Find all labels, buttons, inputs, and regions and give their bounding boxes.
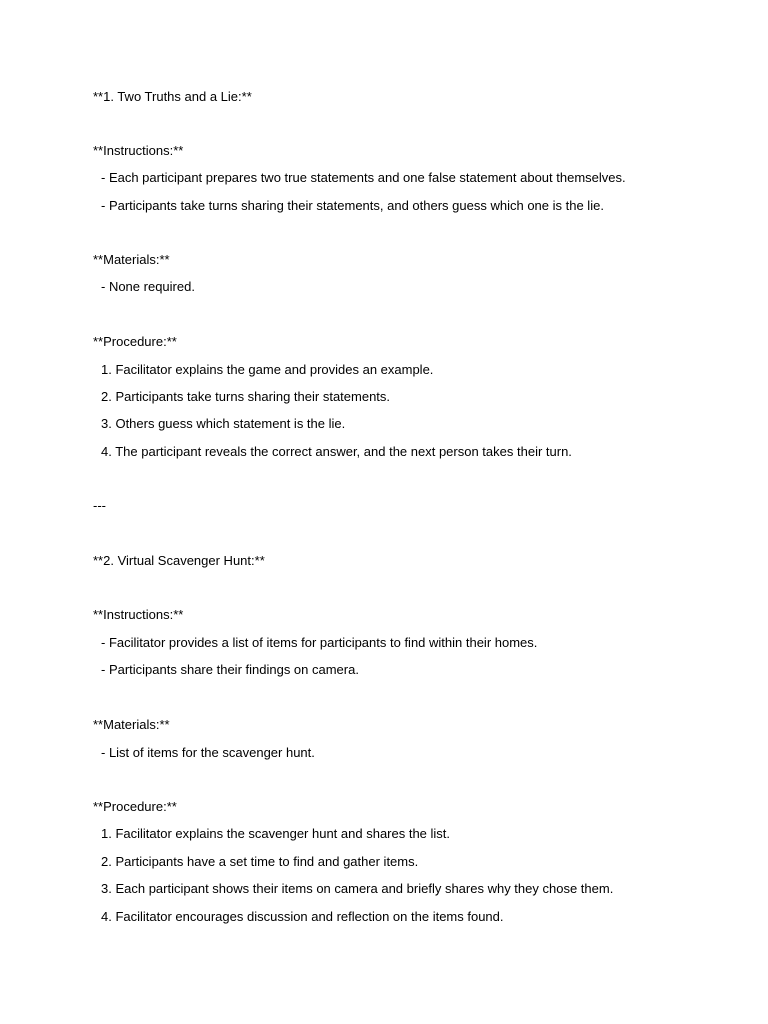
section1-procedure-step: 4. The participant reveals the correct answer, and the next person takes their turn. — [101, 444, 572, 459]
section1-instructions-heading: **Instructions:** — [93, 143, 184, 158]
section1-procedure-step: 3. Others guess which statement is the lie. — [101, 416, 346, 431]
section2-procedure-step: 4. Facilitator encourages discussion and reflection on the items found. — [101, 909, 504, 924]
section1-heading: **1. Two Truths and a Lie:** — [93, 89, 252, 104]
section1-procedure-heading: **Procedure:** — [93, 334, 177, 349]
section1-material-item: - None required. — [101, 279, 195, 294]
section2-procedure-heading: **Procedure:** — [93, 799, 177, 814]
section2-materials-heading: **Materials:** — [93, 717, 170, 732]
section1-materials-heading: **Materials:** — [93, 252, 170, 267]
section2-instruction-item: - Facilitator provides a list of items for participants to find within their homes. — [101, 635, 538, 650]
section2-procedure-step: 1. Facilitator explains the scavenger hunt and shares the list. — [101, 826, 451, 841]
section1-instruction-item: - Each participant prepares two true statements and one false statement about themselves. — [101, 170, 626, 185]
section2-material-item: - List of items for the scavenger hunt. — [101, 745, 315, 760]
section1-procedure-step: 2. Participants take turns sharing their statements. — [101, 389, 391, 404]
section-separator: --- — [93, 498, 106, 513]
section1-procedure-step: 1. Facilitator explains the game and provides an example. — [101, 362, 434, 377]
section2-heading: **2. Virtual Scavenger Hunt:** — [93, 553, 265, 568]
section2-instructions-heading: **Instructions:** — [93, 607, 184, 622]
section2-instruction-item: - Participants share their findings on camera. — [101, 662, 359, 677]
section2-procedure-step: 2. Participants have a set time to find and gather items. — [101, 854, 419, 869]
section1-instruction-item: - Participants take turns sharing their statements, and others guess which one is the lie. — [101, 198, 604, 213]
section2-procedure-step: 3. Each participant shows their items on camera and briefly shares why they chose them. — [101, 881, 614, 896]
